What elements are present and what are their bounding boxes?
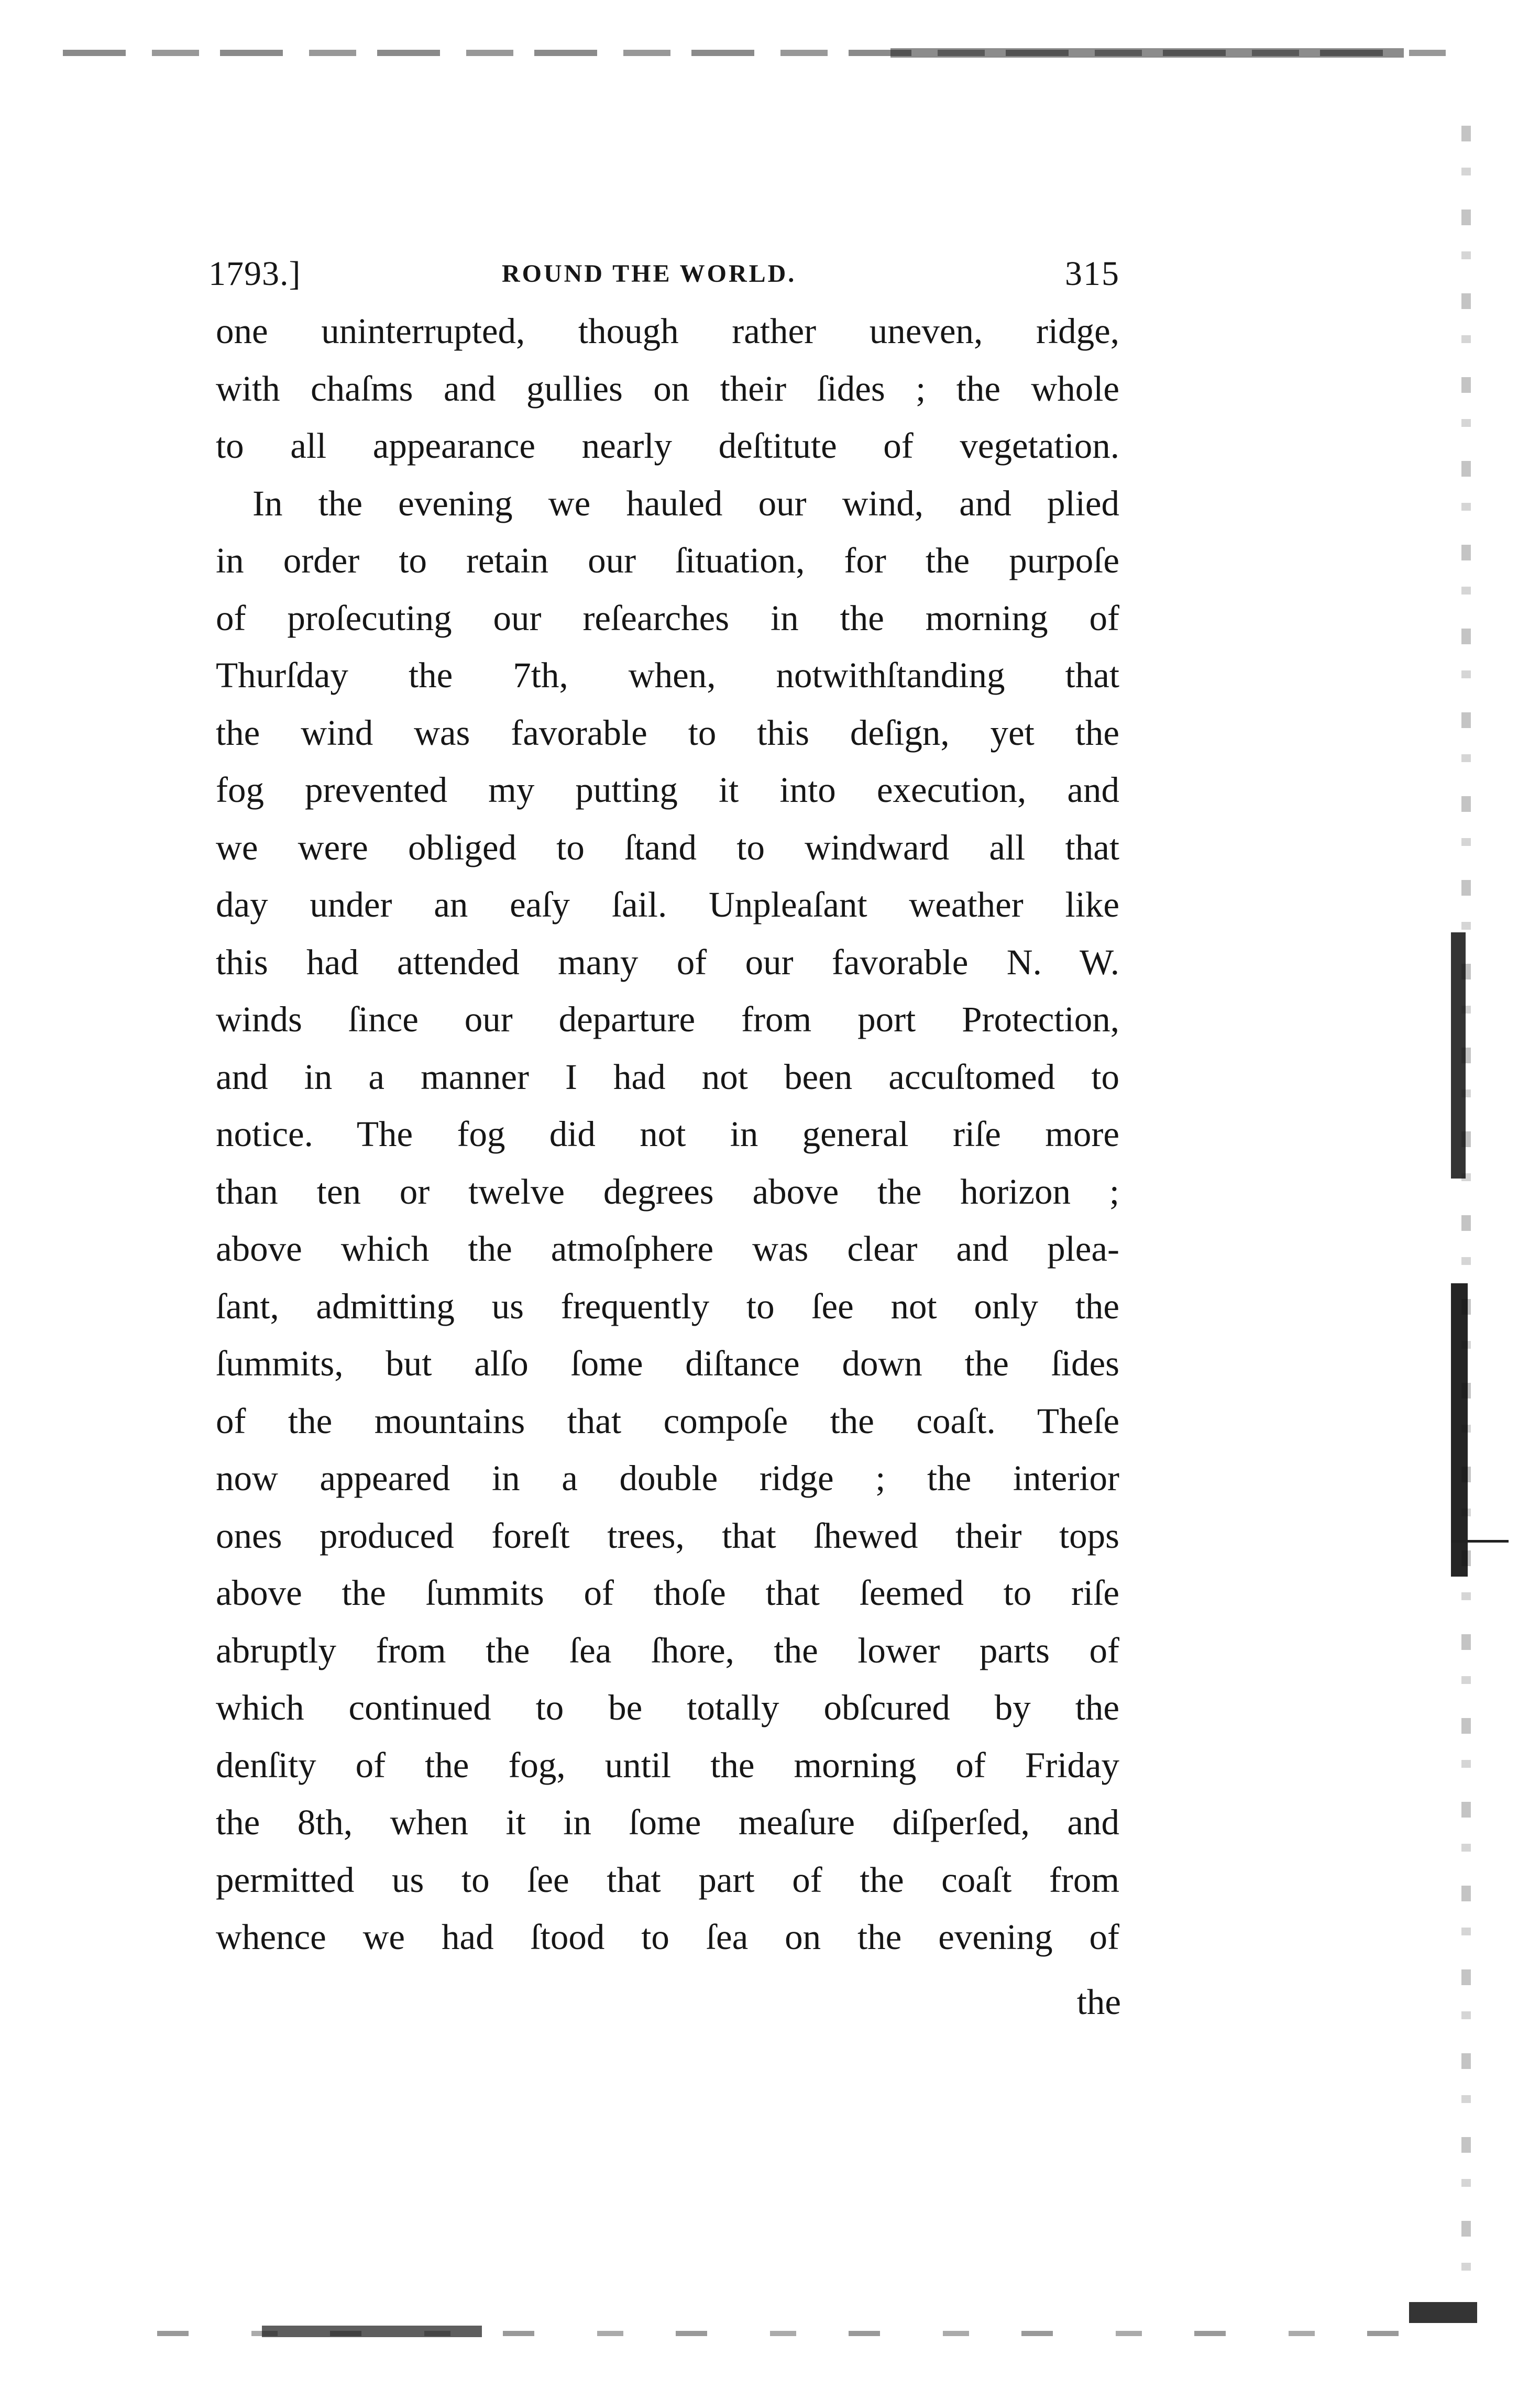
text-line: the wind was favorable to this deſign, yet the xyxy=(216,712,1119,753)
paragraph-start-line: In the evening we hauled our wind, and plied xyxy=(252,483,1119,523)
text-line: denſity of the fog, until the morning of Friday xyxy=(216,1745,1119,1785)
text-line: notice. The fog did not in general riſe more xyxy=(216,1114,1119,1154)
running-head-title: ROUND THE WORLD. xyxy=(502,260,797,288)
scan-edge-right-tick xyxy=(1451,1540,1509,1543)
scan-edge-top-shadow xyxy=(890,48,1404,58)
text-line: day under an eaſy ſail. Unpleaſant weather like xyxy=(216,885,1119,924)
text-line: which continued to be totally obſcured by the xyxy=(216,1688,1119,1727)
text-line: above which the atmoſphere was clear and plea- xyxy=(216,1229,1119,1269)
text-line: the 8th, when it in ſome meaſure diſperſed, and xyxy=(216,1802,1119,1842)
scan-edge-bottom-corner xyxy=(1409,2302,1477,2323)
page-number: 315 xyxy=(1065,255,1120,293)
body-text xyxy=(216,303,1119,1966)
running-head xyxy=(208,250,1120,298)
scan-edge-bottom-shadow xyxy=(262,2326,482,2337)
text-line: whence we had ſtood to ſea on the evening of xyxy=(216,1917,1119,1957)
text-line: now appeared in a double ridge ; the interior xyxy=(216,1458,1119,1498)
text-line: we were obliged to ſtand to windward all that xyxy=(216,827,1119,867)
scan-edge-right-shadow-upper xyxy=(1451,932,1466,1179)
text-line: permitted us to ſee that part of the coaſt from xyxy=(216,1859,1119,1900)
text-line: this had attended many of our favorable N. W. xyxy=(216,942,1119,982)
text-line: above the ſummits of thoſe that ſeemed to riſe xyxy=(216,1573,1119,1613)
running-head-year: 1793.] xyxy=(208,255,301,293)
text-line: ones produced foreſt trees, that ſhewed their tops xyxy=(216,1515,1119,1556)
text-line: ſant, admitting us frequently to ſee not only the xyxy=(216,1286,1119,1326)
scan-edge-right-shadow-lower xyxy=(1451,1283,1468,1577)
scan-edge-right xyxy=(1461,126,1471,2289)
text-line: one uninterrupted, though rather uneven, ridge, xyxy=(216,311,1119,351)
text-line: than ten or twelve degrees above the horizon ; xyxy=(216,1171,1119,1212)
text-line: ſummits, but alſo ſome diſtance down the ſides xyxy=(216,1344,1119,1383)
text-line: fog prevented my putting it into execution, and xyxy=(216,770,1119,810)
text-line: to all appearance nearly deſtitute of vegetation. xyxy=(216,426,1119,466)
text-line: of the mountains that compoſe the coaſt. Theſe xyxy=(216,1401,1119,1441)
text-line: and in a manner I had not been accuſtomed to xyxy=(216,1056,1119,1097)
text-line: abruptly from the ſea ſhore, the lower parts of xyxy=(216,1630,1119,1670)
text-line: of proſecuting our reſearches in the morning of xyxy=(216,598,1119,638)
text-line: with chaſms and gullies on their ſides ; the whole xyxy=(216,368,1119,409)
catchword: the xyxy=(1076,1982,1121,2022)
text-line: Thurſday the 7th, when, notwithſtanding that xyxy=(216,655,1119,695)
text-line: winds ſince our departure from port Protection, xyxy=(216,999,1119,1039)
text-line: in order to retain our ſituation, for the purpoſe xyxy=(216,541,1119,580)
